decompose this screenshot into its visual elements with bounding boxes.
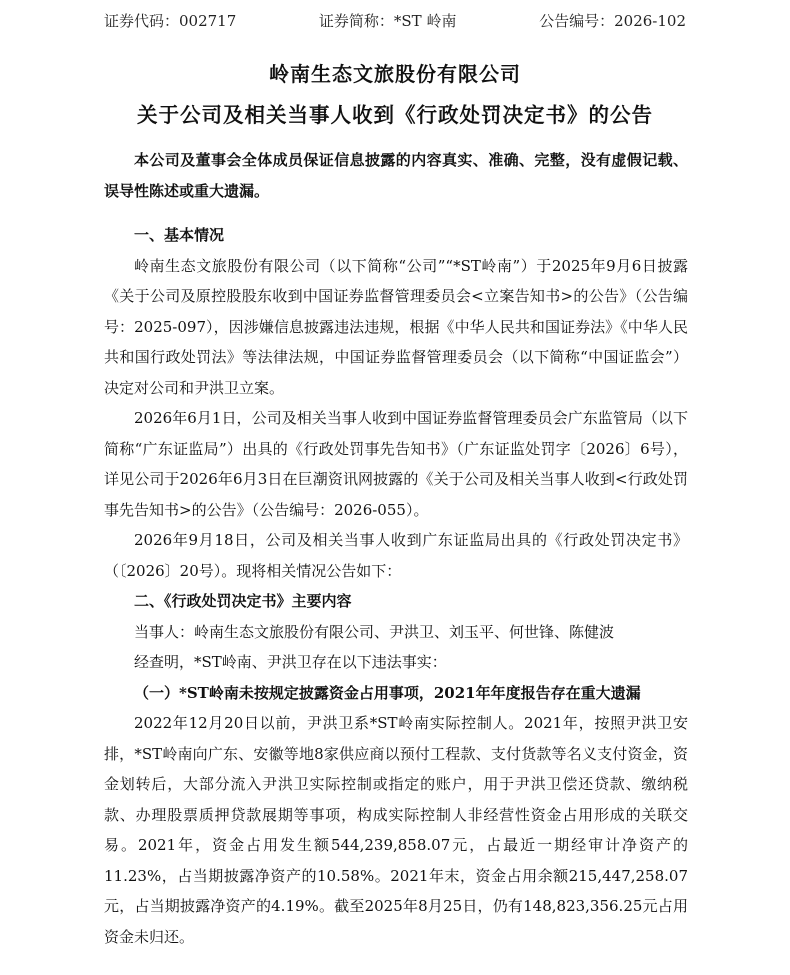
document-body [104,145,688,952]
paragraph-findings: 经查明，*ST岭南、尹洪卫存在以下违法事实： [134,653,447,671]
page-header [104,10,686,32]
paragraph-prior-notice: 2026年6月1日，公司及相关当事人收到中国证券监督管理委员会广东监管局（以下简称“广东证监局”）出具的《行政处罚事先告知书》（广东证监处罚字〔2026〕6号），详见公司于2026年6月3日在巨潮资讯网披露的《关于公司及相关当事人收到<行政处罚事先告知书>的公告》（公告编号：2026-055）。 [104,409,688,519]
paragraph-investigation: 岭南生态文旅股份有限公司（以下简称“公司”“*ST岭南”）于2025年9月6日披露《关于公司及原控股股东收到中国证券监督管理委员会<立案告知书>的公告》（公告编号：2025-097），因涉嫌信息披露违法违规，根据《中华人民共和国证券法》《中华人民共和国行政处罚法》等法律法规，中国证券监督管理委员会（以下简称“中国证监会”）决定对公司和尹洪卫立案。 [104,256,688,397]
company-title: 岭南生态文旅股份有限公司 [269,62,521,86]
section-heading-decision: 二、《行政处罚决定书》主要内容 [134,592,352,610]
subsection-heading-fund-occupation: （一）*ST岭南未按规定披露资金占用事项，2021年年度报告存在重大遗漏 [134,683,641,702]
securities-code: 证券代码：002717 [104,12,237,30]
securities-abbreviation: 证券简称：*ST 岭南 [318,12,457,30]
paragraph-parties: 当事人：岭南生态文旅股份有限公司、尹洪卫、刘玉平、何世锋、陈健波 [134,622,615,641]
paragraph-decision-received: 2026年9月18日，公司及相关当事人收到广东证监局出具的《行政处罚决定书》（〔2026〕20号）。现将相关情况公告如下： [104,531,688,580]
section-heading-basic: 一、基本情况 [134,226,225,244]
announcement-number: 公告编号：2026-102 [539,12,686,30]
spacer [104,206,688,220]
board-statement: 本公司及董事会全体成员保证信息披露的内容真实、准确、完整，没有虚假记载、误导性陈述或重大遗漏。 [104,151,688,200]
paragraph-fund-occupation: 2022年12月20日以前，尹洪卫系*ST岭南实际控制人。2021年，按照尹洪卫安排，*ST岭南向广东、安徽等地8家供应商以预付工程款、支付货款等名义支付资金，资金划转后，大部分流入尹洪卫实际控制或指定的账户，用于尹洪卫偿还贷款、缴纳税款、办理股票质押贷款展期等事项，构成实际控制人非经营性资金占用形成的关联交易。2021年，资金占用发生额544,239,858.07元，占最近一期经审计净资产的11.23%，占当期披露净资产的10.58%。2021年末，资金占用余额215,447,258.07元，占当期披露净资产的4.19%。截至2025年8月25日，仍有148,823,356.25元占用资金未归还。 [104,714,688,946]
announcement-title: 关于公司及相关当事人收到《行政处罚决定书》的公告 [137,103,653,127]
